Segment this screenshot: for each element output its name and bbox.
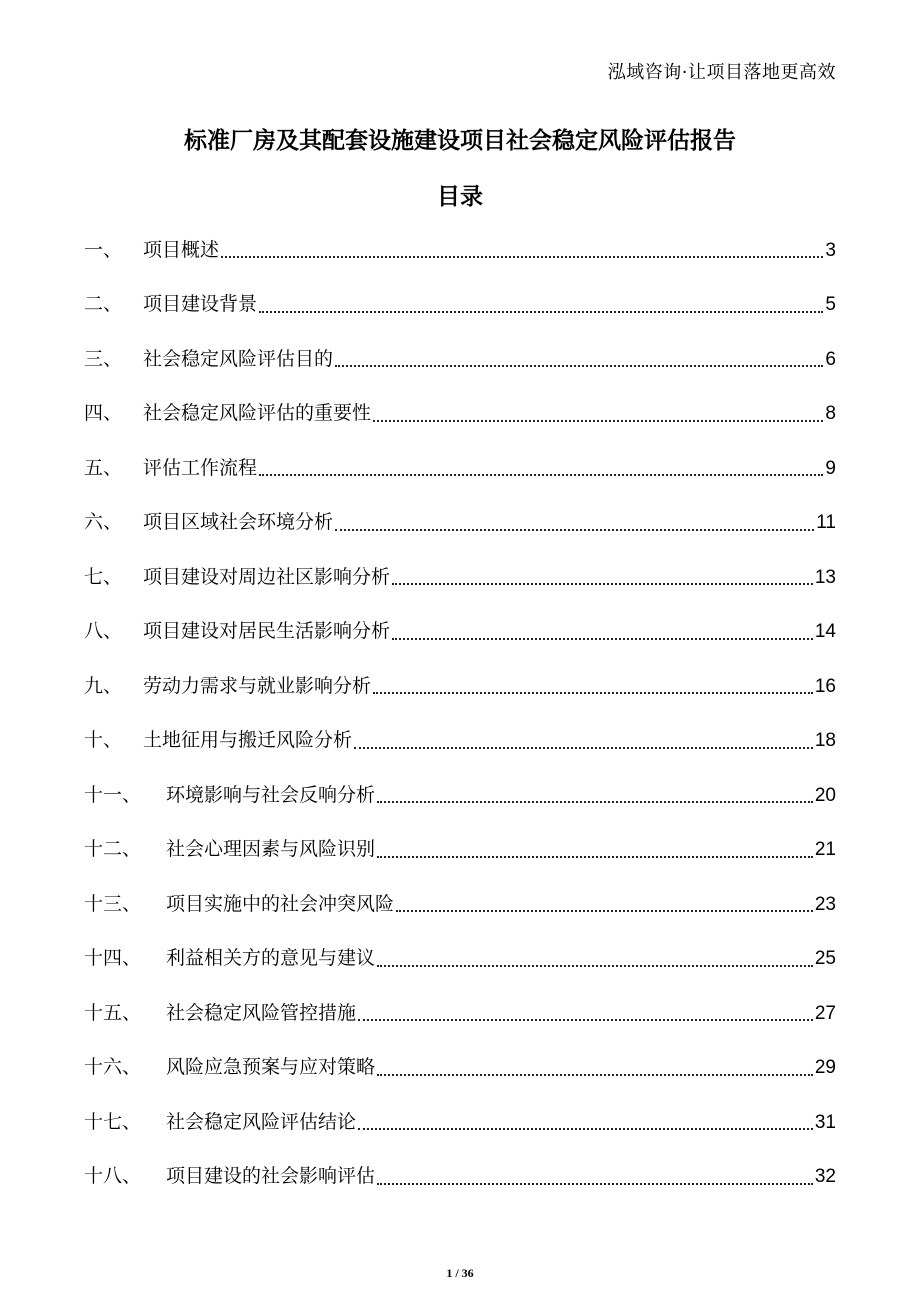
toc-entry[interactable] [84,496,836,551]
toc-entry-number: 十一、 [84,783,142,806]
toc-entry[interactable] [84,605,836,660]
toc-entry[interactable] [84,1095,836,1150]
toc-dot-leader [335,365,823,367]
toc-entry[interactable] [84,659,836,714]
toc-entry-title: 项目概述 [143,238,220,261]
toc-dot-leader [377,965,813,967]
toc-dot-leader [358,1019,813,1021]
toc-dot-leader [377,856,813,858]
toc-entry-number: 四、 [84,402,123,425]
toc-entry-title: 项目区域社会环境分析 [143,511,334,534]
toc-entry-page: 9 [825,457,836,479]
toc-entry-title: 土地征用与搬迁风险分析 [143,729,353,752]
toc-entry-page: 5 [825,294,836,316]
toc-entry[interactable] [84,278,836,333]
toc-entry-number: 十、 [84,729,123,752]
toc-entry-number: 十五、 [84,1001,142,1024]
toc-entry-title: 项目建设背景 [143,293,258,316]
toc-entry-title: 社会稳定风险评估的重要性 [143,402,372,425]
toc-entry-title: 项目建设对居民生活影响分析 [143,620,391,643]
toc-entry-title: 社会稳定风险管控措施 [166,1001,357,1024]
toc-entry-number: 三、 [84,347,123,370]
toc-dot-leader [259,474,823,476]
toc-entry-title: 利益相关方的意见与建议 [166,947,376,970]
toc-entry-page: 32 [814,1166,836,1188]
document-title: 标准厂房及其配套设施建设项目社会稳定风险评估报告 [184,128,736,154]
toc-entry[interactable] [84,877,836,932]
toc-entry-title: 社会稳定风险评估目的 [143,347,334,370]
toc-entry-title: 评估工作流程 [143,456,258,479]
toc-dot-leader [392,583,813,585]
toc-entry-page: 16 [814,675,836,697]
toc-dot-leader [396,910,813,912]
toc-entry[interactable] [84,223,836,278]
toc-entry-title: 项目实施中的社会冲突风险 [166,892,395,915]
toc-entry[interactable] [84,387,836,442]
toc-entry-number: 八、 [84,620,123,643]
toc-entry[interactable] [84,823,836,878]
toc-entry-number: 六、 [84,511,123,534]
toc-entry-page: 31 [814,1111,836,1133]
toc-entry-number: 七、 [84,565,123,588]
toc-dot-leader [373,692,813,694]
toc-entry-page: 8 [825,403,836,425]
toc-entry[interactable] [84,768,836,823]
toc-entry-number: 五、 [84,456,123,479]
toc-dot-leader [377,1074,813,1076]
toc-entry-page: 27 [814,1002,836,1024]
toc-entry-title: 社会心理因素与风险识别 [166,838,376,861]
toc-entry-title: 风险应急预案与应对策略 [166,1056,376,1079]
toc-entry-number: 十三、 [84,892,142,915]
toc-entry-page: 20 [814,784,836,806]
toc-entry-page: 29 [814,1057,836,1079]
toc-entry[interactable] [84,714,836,769]
toc-entry-number: 二、 [84,293,123,316]
toc-entry[interactable] [84,1041,836,1096]
toc-heading: 目录 [437,184,483,210]
toc-dot-leader [377,801,813,803]
toc-entry-page: 14 [814,621,836,643]
toc-entry[interactable] [84,550,836,605]
header-brand: 泓域咨询·让项目落地更高效 [607,62,836,83]
toc-dot-leader [335,529,814,531]
toc-entry[interactable] [84,441,836,496]
toc-entry-title: 劳动力需求与就业影响分析 [143,674,372,697]
toc-entry-number: 十六、 [84,1056,142,1079]
toc-entry-page: 13 [814,566,836,588]
toc-dot-leader [373,420,823,422]
toc-dot-leader [358,1128,813,1130]
toc-entry-title: 环境影响与社会反响分析 [166,783,376,806]
toc-entry-number: 十四、 [84,947,142,970]
toc-dot-leader [221,256,823,258]
table-of-contents [84,223,836,1204]
toc-entry-number: 九、 [84,674,123,697]
toc-entry-title: 社会稳定风险评估结论 [166,1110,357,1133]
toc-entry-page: 21 [814,839,836,861]
toc-entry-page: 23 [814,893,836,915]
toc-entry-page: 11 [816,512,836,534]
toc-dot-leader [354,747,813,749]
toc-dot-leader [377,1183,813,1185]
toc-entry-title: 项目建设对周边社区影响分析 [143,565,391,588]
toc-entry-page: 3 [825,239,836,261]
toc-entry-number: 十二、 [84,838,142,861]
toc-entry-number: 十八、 [84,1165,142,1188]
toc-entry-page: 25 [814,948,836,970]
toc-entry-page: 18 [814,730,836,752]
toc-entry[interactable] [84,932,836,987]
toc-entry-page: 6 [825,348,836,370]
toc-entry[interactable] [84,1150,836,1205]
toc-entry[interactable] [84,332,836,387]
toc-entry[interactable] [84,986,836,1041]
toc-entry-number: 十七、 [84,1110,142,1133]
toc-dot-leader [259,311,823,313]
page-indicator: 1 / 36 [446,1266,474,1280]
toc-dot-leader [392,638,813,640]
toc-entry-number: 一、 [84,238,123,261]
toc-entry-title: 项目建设的社会影响评估 [166,1165,376,1188]
